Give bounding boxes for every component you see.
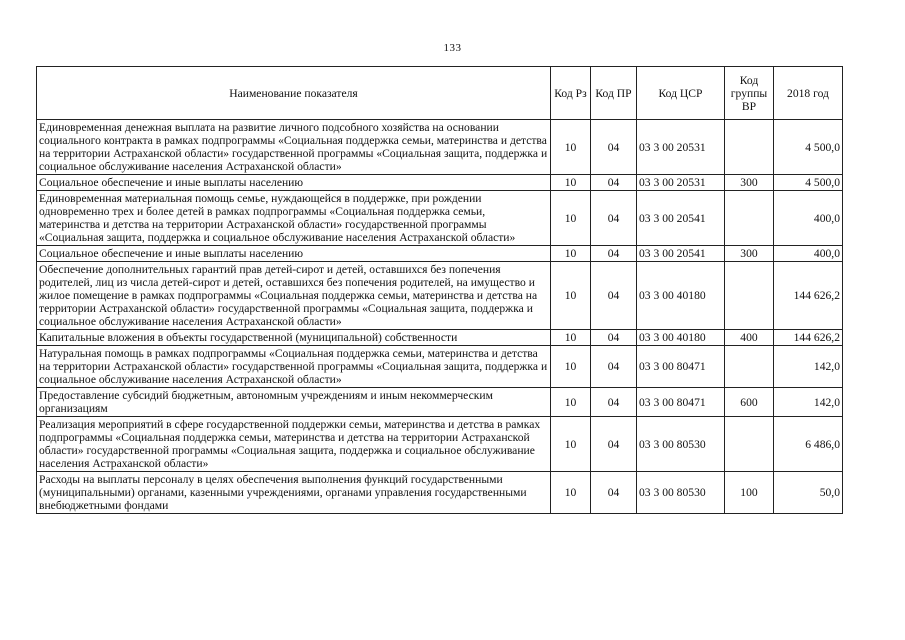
row-amount: 142,0 — [774, 346, 843, 388]
row-name: Социальное обеспечение и иные выплаты населению — [37, 246, 551, 262]
table-header-row — [37, 67, 843, 120]
row-vr: 100 — [725, 472, 774, 514]
page-number: 133 — [443, 42, 462, 54]
header-vr: Код группы ВР — [725, 67, 774, 120]
row-name: Предоставление субсидий бюджетным, автономным учреждениям и иным некоммерческим организациям — [37, 388, 551, 417]
row-name: Реализация мероприятий в сфере государственной поддержки семьи, материнства и детства в рамках подпрограммы «Социальная поддержка семьи, материнства и детства на территории Астраханской области» государственной программы «Социальная защита, поддержка и социальное обслуживание населения Астраханской области» — [37, 417, 551, 472]
row-csr: 03 3 00 20541 — [637, 246, 725, 262]
row-name: Натуральная помощь в рамках подпрограммы «Социальная поддержка семьи, материнства и детства на территории Астраханской области» государственной программы «Социальная защита, поддержка и социальное обслуживание населения Астраханской области» — [37, 346, 551, 388]
row-rz: 10 — [551, 175, 591, 191]
row-vr: 400 — [725, 330, 774, 346]
row-pr: 04 — [591, 472, 637, 514]
row-rz: 10 — [551, 191, 591, 246]
row-name: Капитальные вложения в объекты государственной (муниципальной) собственности — [37, 330, 551, 346]
row-csr: 03 3 00 80530 — [637, 417, 725, 472]
row-amount: 144 626,2 — [774, 262, 843, 330]
table-row — [37, 346, 843, 388]
row-rz: 10 — [551, 346, 591, 388]
header-pr: Код ПР — [591, 67, 637, 120]
row-pr: 04 — [591, 262, 637, 330]
row-amount: 400,0 — [774, 246, 843, 262]
row-name: Единовременная материальная помощь семье, нуждающейся в поддержке, при рождении одновременно трех и более детей в рамках подпрограммы «Социальная поддержка семьи, материнства и детства на территории Астраханской области» государственной программы «Социальная защита, поддержка и социальное обслуживание населения Астраханской области» — [37, 191, 551, 246]
row-rz: 10 — [551, 330, 591, 346]
table-row — [37, 175, 843, 191]
row-csr: 03 3 00 20531 — [637, 175, 725, 191]
row-name: Обеспечение дополнительных гарантий прав детей-сирот и детей, оставшихся без попечения родителей, лиц из числа детей-сирот и детей, оставшихся без попечения родителей, на имущество и жилое помещение в рамках подпрограммы «Социальная поддержка семьи, материнства и детства на территории Астраханской области» государственной программы «Социальная защита, поддержка и социальное обслуживание населения Астраханской области» — [37, 262, 551, 330]
row-amount: 50,0 — [774, 472, 843, 514]
row-pr: 04 — [591, 246, 637, 262]
row-vr — [725, 262, 774, 330]
table-row — [37, 246, 843, 262]
row-amount: 144 626,2 — [774, 330, 843, 346]
row-vr: 600 — [725, 388, 774, 417]
row-csr: 03 3 00 80471 — [637, 388, 725, 417]
row-rz: 10 — [551, 417, 591, 472]
row-pr: 04 — [591, 417, 637, 472]
header-rz: Код Рз — [551, 67, 591, 120]
row-pr: 04 — [591, 175, 637, 191]
row-amount: 400,0 — [774, 191, 843, 246]
table-row — [37, 330, 843, 346]
row-pr: 04 — [591, 120, 637, 175]
row-vr — [725, 417, 774, 472]
row-vr — [725, 120, 774, 175]
budget-table — [36, 66, 843, 514]
row-pr: 04 — [591, 330, 637, 346]
row-rz: 10 — [551, 246, 591, 262]
header-name: Наименование показателя — [37, 67, 551, 120]
row-amount: 142,0 — [774, 388, 843, 417]
table-row — [37, 417, 843, 472]
row-rz: 10 — [551, 388, 591, 417]
header-year: 2018 год — [774, 67, 843, 120]
row-amount: 4 500,0 — [774, 175, 843, 191]
row-vr: 300 — [725, 246, 774, 262]
row-vr — [725, 191, 774, 246]
row-csr: 03 3 00 40180 — [637, 330, 725, 346]
row-name: Расходы на выплаты персоналу в целях обеспечения выполнения функций государственными (муниципальными) органами, казенными учреждениями, органами управления государственными внебюджетными фондами — [37, 472, 551, 514]
row-name: Социальное обеспечение и иные выплаты населению — [37, 175, 551, 191]
row-rz: 10 — [551, 262, 591, 330]
row-csr: 03 3 00 40180 — [637, 262, 725, 330]
header-csr: Код ЦСР — [637, 67, 725, 120]
row-amount: 4 500,0 — [774, 120, 843, 175]
row-vr — [725, 346, 774, 388]
row-rz: 10 — [551, 472, 591, 514]
row-rz: 10 — [551, 120, 591, 175]
table-row — [37, 472, 843, 514]
row-amount: 6 486,0 — [774, 417, 843, 472]
table-row — [37, 388, 843, 417]
row-csr: 03 3 00 80530 — [637, 472, 725, 514]
table-row — [37, 191, 843, 246]
row-pr: 04 — [591, 191, 637, 246]
row-csr: 03 3 00 20531 — [637, 120, 725, 175]
row-vr: 300 — [725, 175, 774, 191]
row-csr: 03 3 00 80471 — [637, 346, 725, 388]
row-name: Единовременная денежная выплата на развитие личного подсобного хозяйства на основании социального контракта в рамках подпрограммы «Социальная поддержка семьи, материнства и детства на территории Астраханской области» государственной программы «Социальная защита, поддержка и социальное обслуживание населения Астраханской области» — [37, 120, 551, 175]
row-pr: 04 — [591, 346, 637, 388]
row-pr: 04 — [591, 388, 637, 417]
table-row — [37, 120, 843, 175]
table-row — [37, 262, 843, 330]
row-csr: 03 3 00 20541 — [637, 191, 725, 246]
